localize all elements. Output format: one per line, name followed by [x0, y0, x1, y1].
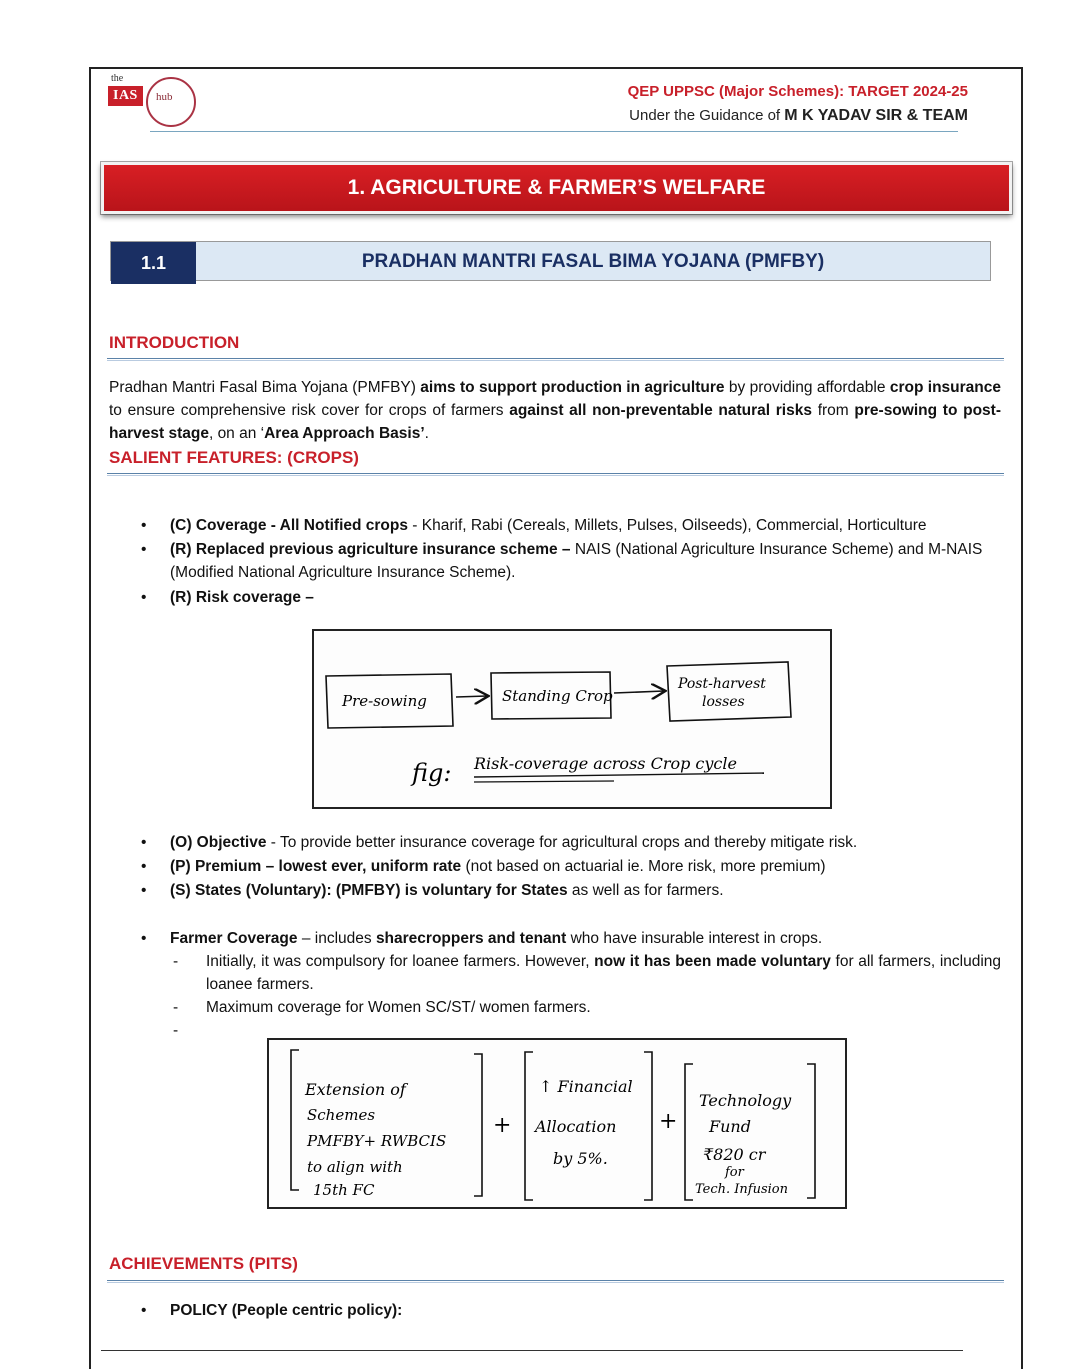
tech-line1: Technology	[699, 1091, 792, 1110]
ias-hub-logo	[108, 73, 200, 127]
fin-line2: Allocation	[535, 1117, 617, 1136]
ext-line4: to align with	[307, 1158, 403, 1176]
ext-line5: 15th FC	[313, 1181, 375, 1199]
achievements-heading: ACHIEVEMENTS (PITS)	[109, 1254, 298, 1273]
scheme-extension-figure	[267, 1038, 847, 1209]
achievements-rule	[107, 1280, 1004, 1283]
introduction-rule	[107, 358, 1004, 361]
features-rule	[107, 473, 1004, 476]
ext-line1: Extension of	[305, 1080, 406, 1099]
tech-line4: for	[725, 1165, 744, 1180]
introduction-heading: INTRODUCTION	[109, 333, 240, 352]
box-pre-sowing: Pre-sowing	[342, 692, 427, 710]
plus-sign-2: +	[659, 1109, 678, 1134]
header-guidance: Under the Guidance of M K YADAV SIR & TEAM	[629, 107, 968, 124]
ext-line3: PMFBY+ RWBCIS	[307, 1132, 447, 1150]
tech-line3: ₹820 cr	[703, 1145, 766, 1164]
plus-sign-1: +	[493, 1113, 512, 1138]
header-target: QEP UPPSC (Major Schemes): TARGET 2024-25	[627, 83, 968, 100]
logo-hub: hub	[156, 91, 173, 103]
scheme-extension-sketch	[269, 1040, 845, 1207]
box-losses: losses	[702, 694, 745, 710]
ext-line2: Schemes	[307, 1106, 376, 1124]
header-divider	[150, 131, 958, 132]
caption-fig: fig:	[412, 759, 452, 787]
box-standing-crop: Standing Crop	[502, 687, 613, 705]
fin-line1: ↑ Financial	[539, 1077, 633, 1096]
section-number: 1.1	[111, 242, 196, 284]
section-title: PRADHAN MANTRI FASAL BIMA YOJANA (PMFBY)	[361, 251, 825, 272]
features-heading: SALIENT FEATURES: (CROPS)	[109, 448, 359, 467]
box-post-harvest: Post-harvest	[678, 676, 766, 692]
tech-line2: Fund	[709, 1117, 751, 1136]
caption-text: Risk-coverage across Crop cycle	[474, 754, 737, 773]
introduction-paragraph: Pradhan Mantri Fasal Bima Yojana (PMFBY) aims to support production in agriculture by providing affordable crop insurance to ensure comprehensive risk cover for crops of farmers against all non-preventable natural risks from pre-sowing to post-harvest stage, on an ‘Area Approach Basis’.	[109, 379, 1002, 442]
logo-the: the	[111, 73, 124, 84]
section-heading	[110, 241, 991, 281]
chapter-banner: 1. AGRICULTURE & FARMER’S WELFARE	[101, 162, 1012, 214]
footer-divider	[101, 1350, 963, 1351]
risk-coverage-sketch	[314, 631, 830, 807]
risk-coverage-figure	[312, 629, 832, 809]
fin-line3: by 5%.	[553, 1149, 608, 1168]
logo-ias: IAS	[108, 86, 143, 106]
tech-line5: Tech. Infusion	[695, 1182, 788, 1197]
